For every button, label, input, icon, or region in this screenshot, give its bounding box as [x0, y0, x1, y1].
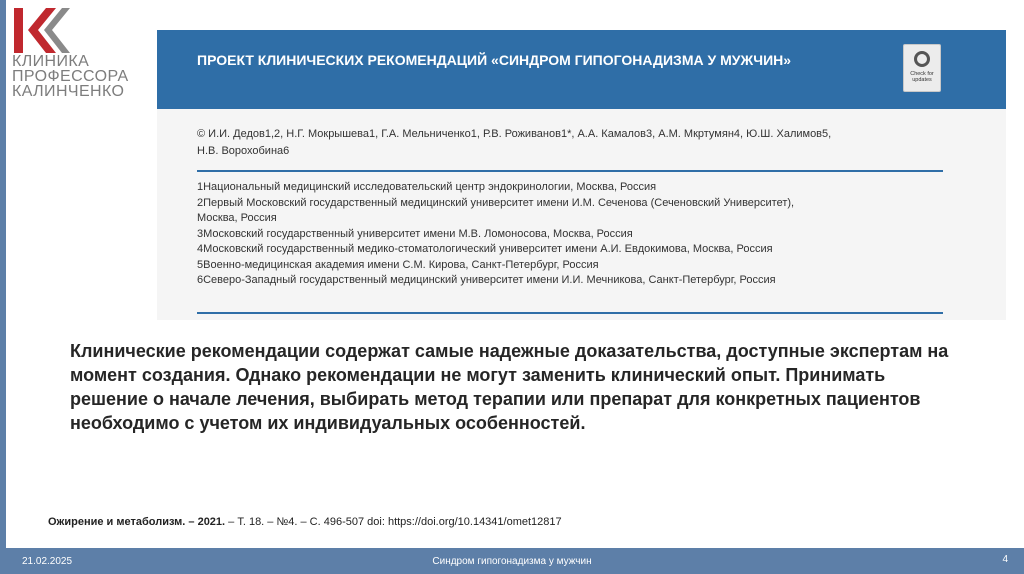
citation-details[interactable]: – Т. 18. – №4. – С. 496-507 doi: https://doi.org/10.14341/omet12817 [225, 516, 562, 528]
article-excerpt [157, 30, 1006, 320]
divider-bottom [197, 312, 943, 314]
logo-mark-icon [14, 8, 74, 53]
logo-text [12, 54, 129, 99]
authors [197, 126, 987, 160]
affiliation-item: 4Московский государственный медико-стоматологический университет имени А.И. Евдокимова, Москва, Россия [197, 243, 773, 255]
affiliations-list [197, 180, 957, 289]
page-number: 4 [1002, 554, 1008, 565]
slide-footer [0, 548, 1024, 574]
affiliation-item: Москва, Россия [197, 212, 277, 224]
authors-line-2: Н.В. Ворохобина6 [197, 145, 290, 157]
divider-top [197, 170, 943, 172]
check-updates-icon [914, 51, 930, 67]
check-for-updates-badge[interactable] [903, 44, 941, 92]
affiliation-item: 2Первый Московский государственный медицинский университет имени И.М. Сеченова (Сеченовский Университет), [197, 196, 795, 209]
left-accent-bar [0, 0, 6, 548]
clinic-logo [12, 8, 152, 103]
article-title: ПРОЕКТ КЛИНИЧЕСКИХ РЕКОМЕНДАЦИЙ «СИНДРОМ ГИПОГОНАДИЗМА У МУЖЧИН» [197, 52, 792, 68]
logo-line-2: ПРОФЕССОРА [12, 68, 129, 85]
affiliation-item: 1Национальный медицинский исследовательский центр эндокринологии, Москва, Россия [197, 181, 657, 193]
citation [48, 516, 948, 528]
citation-source: Ожирение и метаболизм. – 2021. [48, 516, 226, 528]
main-statement: Клинические рекомендации содержат самые надежные доказательства, доступные экспертам на момент создания. Однако рекомендации не могут заменить клинический опыт. Принимать решение о начале лечения, выбирать метод терапии или препарат для конкретных пациентов необходимо с учетом их индивидуальных особенностей. [70, 341, 949, 433]
logo-line-1: КЛИНИКА [12, 53, 90, 70]
affiliation-item: 3Московский государственный университет имени М.В. Ломоносова, Москва, Россия [197, 227, 633, 240]
authors-line-1: © И.И. Дедов1,2, Н.Г. Мокрышева1, Г.А. Мельниченко1, Р.В. Роживанов1*, А.А. Камалов3, А.М. Мкртумян4, Ю.Ш. Халимов5, [197, 128, 832, 140]
logo-line-3: КАЛИНЧЕНКО [12, 83, 125, 100]
check-for-updates-label: Check for updates [910, 71, 934, 83]
footer-title: Синдром гипогонадизма у мужчин [432, 556, 592, 567]
article-banner [157, 30, 1006, 109]
affiliation-item: 6Северо-Западный государственный медицинский университет имени И.И. Мечникова, Санкт-Петербург, Россия [197, 274, 776, 286]
affiliation-item: 5Военно-медицинская академия имени С.М. Кирова, Санкт-Петербург, Россия [197, 258, 599, 271]
footer-date: 21.02.2025 [22, 556, 73, 567]
